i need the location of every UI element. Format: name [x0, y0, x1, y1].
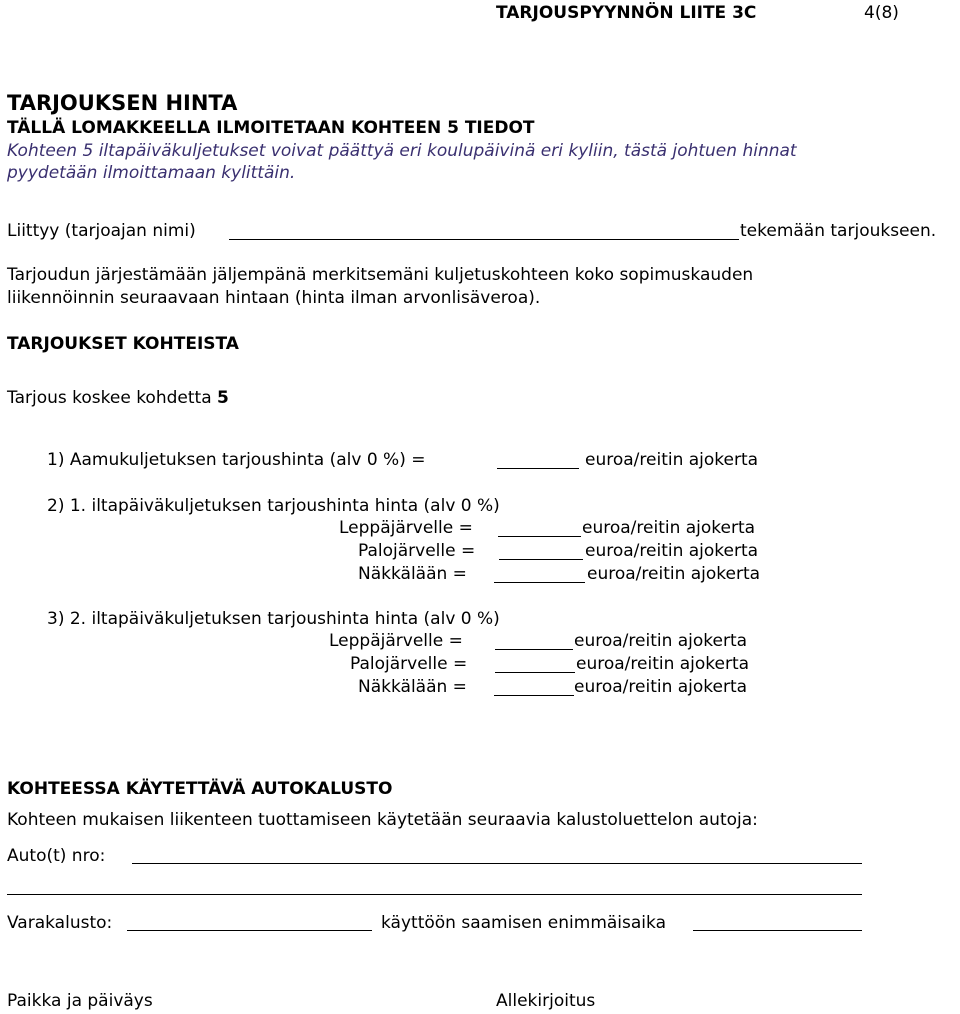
cars-field-continued[interactable]	[7, 874, 862, 895]
cars-label: Auto(t) nro:	[7, 846, 106, 866]
afternoon1-nakkala-unit: euroa/reitin ajokerta	[587, 564, 761, 584]
signature-label: Allekirjoitus	[496, 991, 596, 1011]
afternoon2-nakkala-unit: euroa/reitin ajokerta	[574, 677, 748, 697]
cars-field[interactable]	[132, 843, 862, 864]
max-time-label: käyttöön saamisen enimmäisaika	[381, 913, 666, 933]
target-number: 5	[217, 388, 229, 408]
afternoon1-leppajarvi-unit: euroa/reitin ajokerta	[582, 518, 756, 538]
max-time-field[interactable]	[693, 910, 862, 931]
afternoon1-leppajarvi-field[interactable]	[498, 516, 581, 537]
page-number: 4(8)	[864, 3, 899, 23]
note-line-1: Kohteen 5 iltapäiväkuljetukset voivat päättyä eri koulupäivinä eri kyliin, tästä johtuen hinnat	[7, 141, 797, 161]
afternoon1-palojarvi-field[interactable]	[499, 539, 583, 560]
afternoon2-leppajarvi-field[interactable]	[495, 629, 573, 650]
afternoon1-palojarvi-unit: euroa/reitin ajokerta	[585, 541, 759, 561]
page-subtitle: TÄLLÄ LOMAKKEELLA ILMOITETAAN KOHTEEN 5 TIEDOT	[7, 118, 535, 138]
afternoon2-palojarvi-unit: euroa/reitin ajokerta	[576, 654, 750, 674]
afternoon1-palojarvi-label: Palojärvelle =	[358, 541, 476, 561]
afternoon1-nakkala-label: Näkkälään =	[358, 564, 467, 584]
afternoon2-palojarvi-field[interactable]	[495, 652, 575, 673]
target-line	[7, 387, 229, 409]
afternoon2-nakkala-label: Näkkälään =	[358, 677, 467, 697]
morning-price-field[interactable]	[497, 448, 579, 469]
page-title: TARJOUKSEN HINTA	[7, 91, 238, 115]
statement-line-2: liikennöinnin seuraavaan hintaan (hinta ilman arvonlisäveroa).	[7, 288, 541, 308]
bidder-name-field[interactable]	[229, 219, 739, 240]
afternoon2-leppajarvi-unit: euroa/reitin ajokerta	[574, 631, 748, 651]
statement-line-1: Tarjoudun järjestämään jäljempänä merkitsemäni kuljetuskohteen koko sopimuskauden	[7, 265, 754, 285]
target-label: Tarjous koskee kohdetta	[7, 388, 212, 408]
afternoon2-palojarvi-label: Palojärvelle =	[350, 654, 468, 674]
afternoon1-nakkala-field[interactable]	[494, 562, 585, 583]
afternoon2-leppajarvi-label: Leppäjärvelle =	[329, 631, 463, 651]
afternoon2-heading: 3) 2. iltapäiväkuljetuksen tarjoushinta hinta (alv 0 %)	[47, 609, 500, 629]
afternoon1-leppajarvi-label: Leppäjärvelle =	[339, 518, 473, 538]
bidder-label: Liittyy (tarjoajan nimi)	[7, 221, 196, 241]
morning-price-unit: euroa/reitin ajokerta	[585, 450, 759, 470]
morning-price-label: 1) Aamukuljetuksen tarjoushinta (alv 0 %) =	[47, 450, 426, 470]
offers-heading: TARJOUKSET KOHTEISTA	[7, 334, 239, 354]
afternoon1-heading: 2) 1. iltapäiväkuljetuksen tarjoushinta hinta (alv 0 %)	[47, 496, 500, 516]
reserve-field[interactable]	[127, 910, 372, 931]
reserve-label: Varakalusto:	[7, 913, 113, 933]
fleet-intro: Kohteen mukaisen liikenteen tuottamiseen käytetään seuraavia kalustoluettelon autoja:	[7, 810, 758, 830]
note-line-2: pyydetään ilmoittamaan kylittäin.	[7, 163, 296, 183]
place-date-label: Paikka ja päiväys	[7, 991, 153, 1011]
afternoon2-nakkala-field[interactable]	[494, 675, 574, 696]
fleet-heading: KOHTEESSA KÄYTETTÄVÄ AUTOKALUSTO	[7, 779, 393, 799]
attachment-label: TARJOUSPYYNNÖN LIITE 3C	[496, 3, 757, 23]
bidder-suffix: tekemään tarjoukseen.	[740, 221, 937, 241]
